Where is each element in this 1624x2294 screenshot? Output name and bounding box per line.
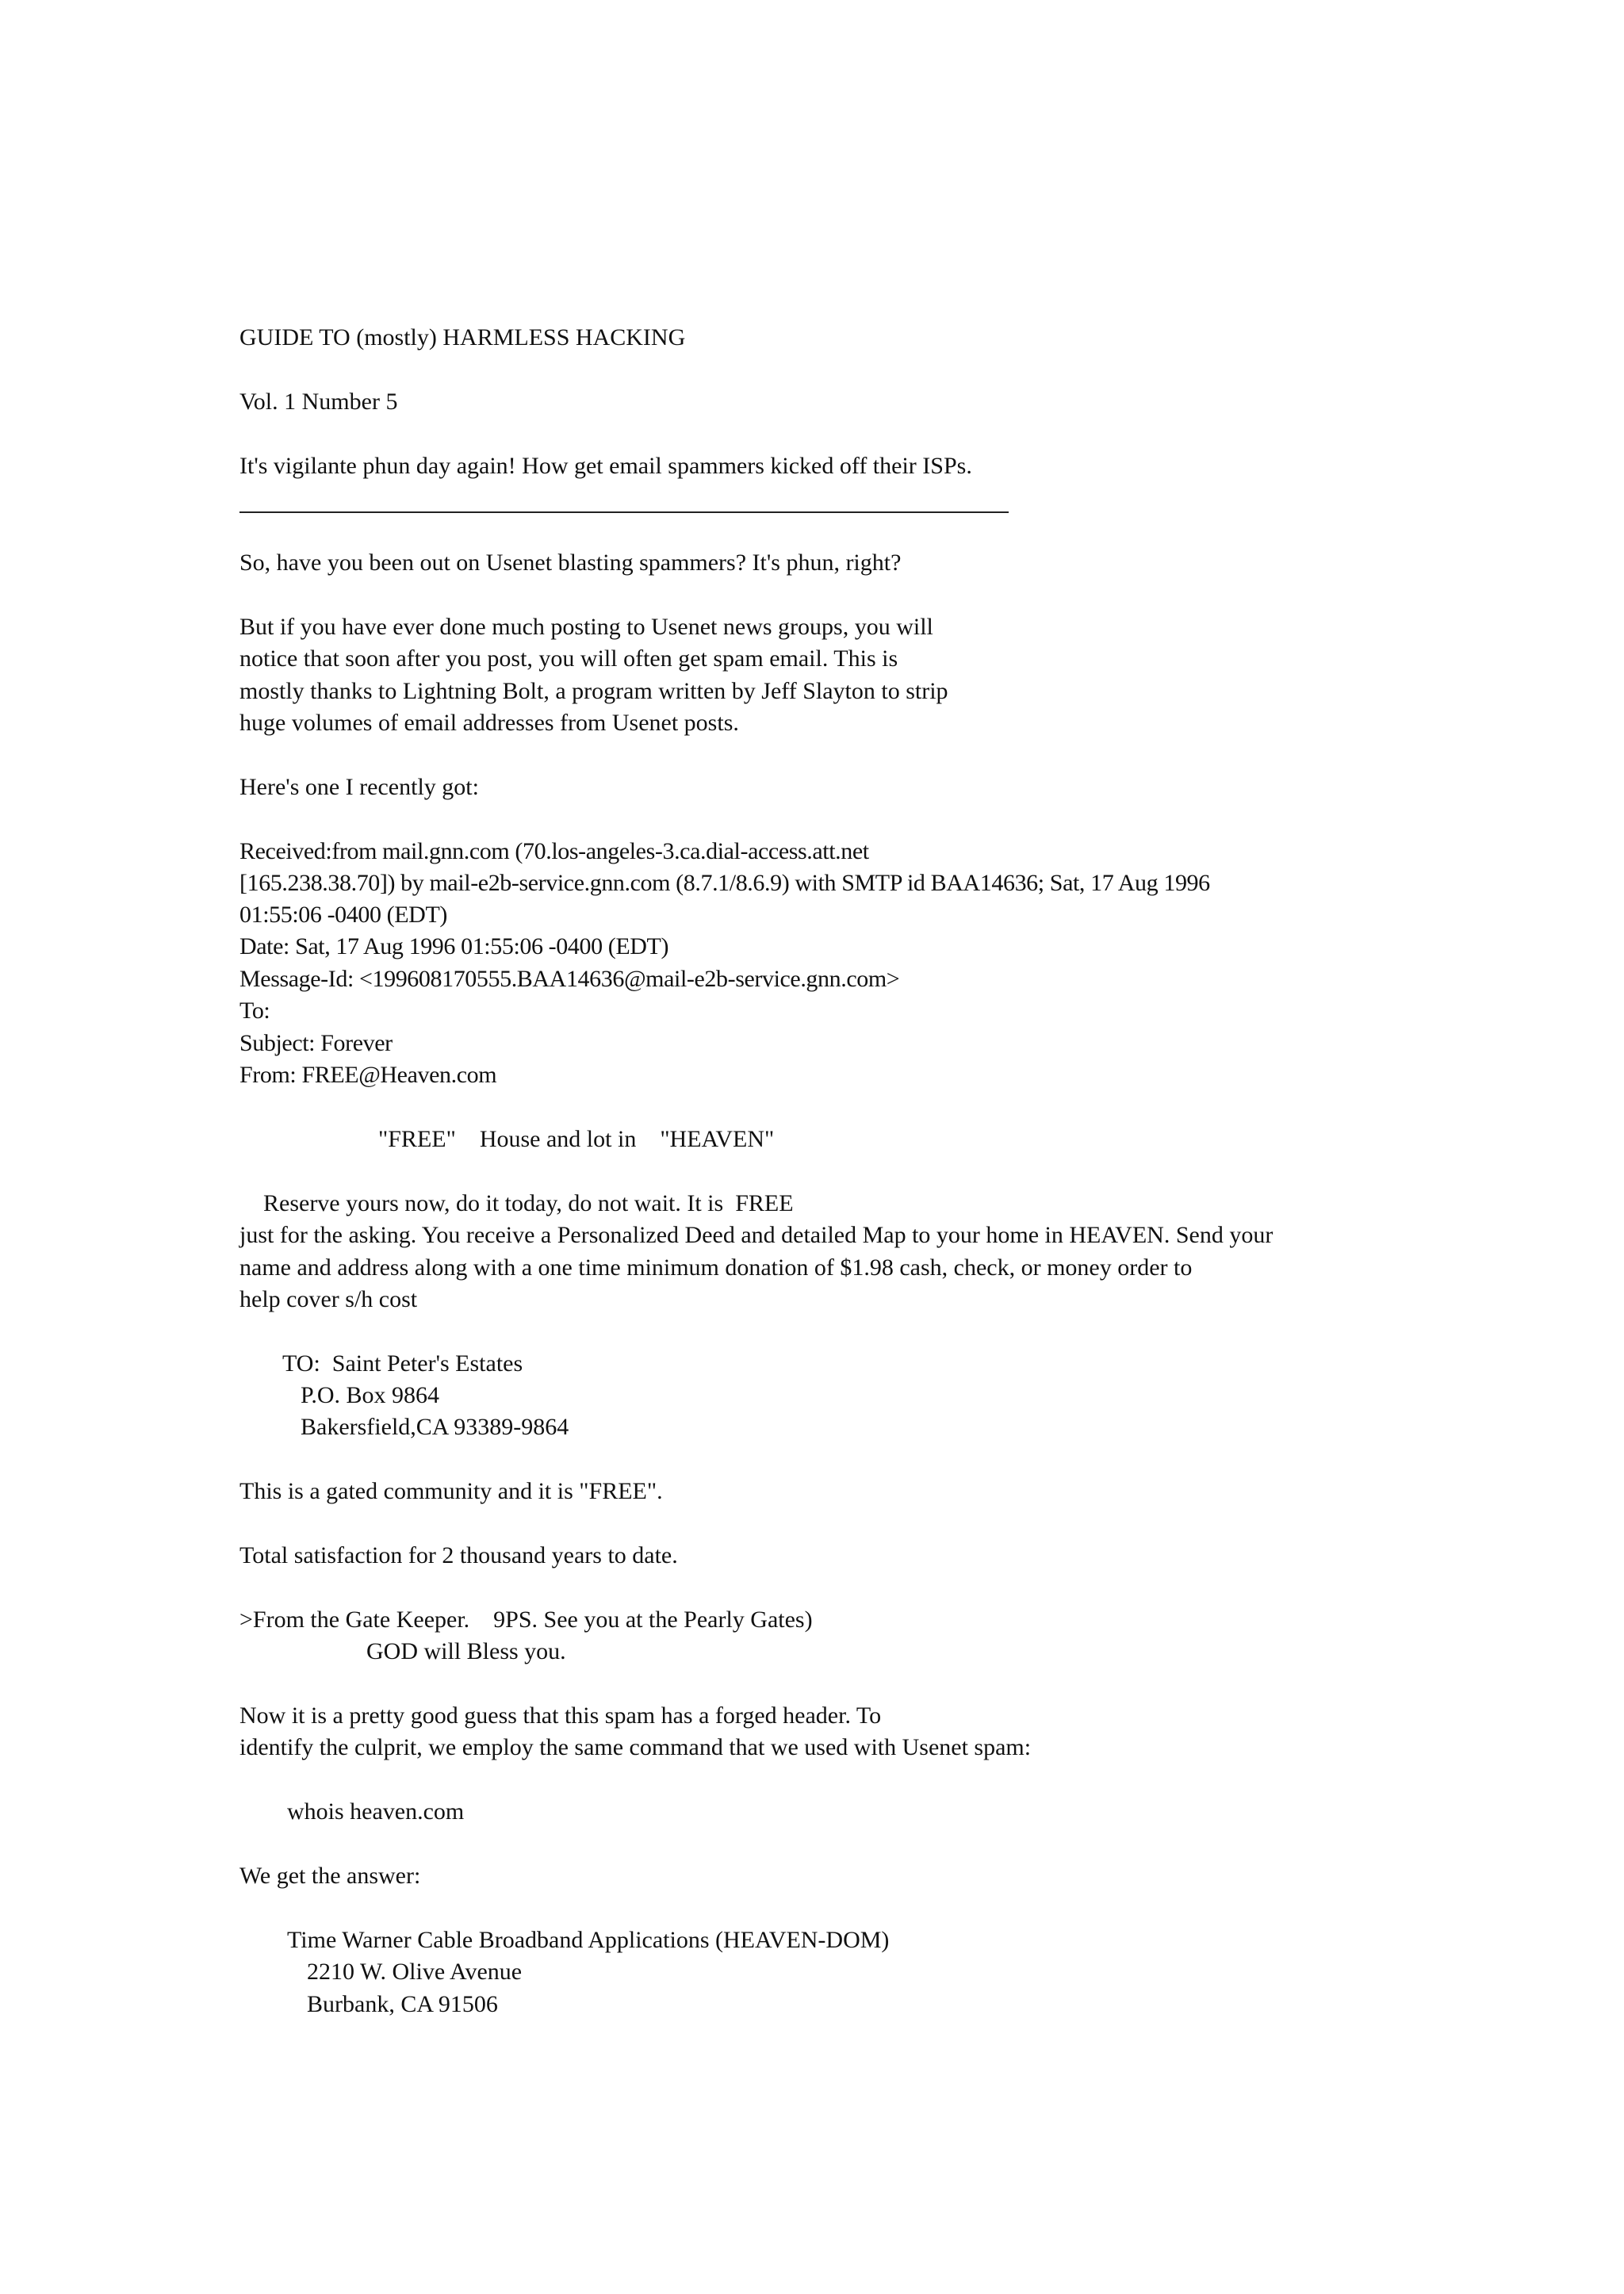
spam-body-line: name and address along with a one time minimum donation of $1.98 cash, check, or money order to	[239, 1254, 1193, 1281]
whois-command: whois heaven.com	[287, 1798, 465, 1825]
paragraph-line: Now it is a pretty good guess that this spam has a forged header. To	[239, 1702, 882, 1729]
paragraph-line: But if you have ever done much posting to Usenet news groups, you will	[239, 614, 933, 640]
paragraph-line: notice that soon after you post, you will often get spam email. This is	[239, 645, 898, 672]
paragraph-line: identify the culprit, we employ the same command that we used with Usenet spam:	[239, 1734, 1032, 1760]
intro-text: So, have you been out on Usenet blasting spammers? It's phun, right?	[239, 550, 902, 576]
answer-intro: We get the answer:	[239, 1863, 421, 1889]
section-divider	[239, 511, 1009, 513]
spam-address-line: Bakersfield,CA 93389-9864	[301, 1414, 569, 1440]
email-header-line: Message-Id: <199608170555.BAA14636@mail-e2b-service.gnn.com>	[239, 966, 900, 992]
volume-number: Vol. 1 Number 5	[239, 389, 398, 415]
whois-result-line: 2210 W. Olive Avenue	[307, 1959, 523, 1985]
spam-satisfaction-text: Total satisfaction for 2 thousand years to date.	[239, 1542, 678, 1568]
document-title: GUIDE TO (mostly) HARMLESS HACKING	[239, 324, 686, 350]
email-header-line: Date: Sat, 17 Aug 1996 01:55:06 -0400 (EDT)	[239, 933, 669, 959]
spam-gated-text: This is a gated community and it is "FREE".	[239, 1478, 663, 1504]
spam-headline: "FREE" House and lot in "HEAVEN"	[378, 1126, 775, 1152]
spam-signoff-line: GOD will Bless you.	[366, 1638, 566, 1664]
whois-result-line: Burbank, CA 91506	[307, 1991, 498, 2017]
spam-body-line: help cover s/h cost	[239, 1286, 418, 1312]
email-header-line: Received:from mail.gnn.com (70.los-angeles-3.ca.dial-access.att.net	[239, 838, 869, 864]
email-header-line: From: FREE@Heaven.com	[239, 1062, 497, 1088]
email-header-line: To:	[239, 998, 270, 1024]
spam-address-line: P.O. Box 9864	[301, 1382, 440, 1408]
email-header-line: Subject: Forever	[239, 1030, 393, 1056]
spam-body-line: Reserve yours now, do it today, do not wait. It is FREE	[239, 1190, 794, 1216]
document-subtitle: It's vigilante phun day again! How get email spammers kicked off their ISPs.	[239, 453, 972, 479]
email-header-line: [165.238.38.70]) by mail-e2b-service.gnn.com (8.7.1/8.6.9) with SMTP id BAA14636; Sat, 17 Aug 1996	[239, 870, 1210, 896]
example-intro: Here's one I recently got:	[239, 774, 479, 800]
paragraph-line: huge volumes of email addresses from Usenet posts.	[239, 710, 739, 736]
spam-address-line: TO: Saint Peter's Estates	[282, 1350, 523, 1377]
email-header-line: 01:55:06 -0400 (EDT)	[239, 902, 447, 928]
paragraph-line: mostly thanks to Lightning Bolt, a program written by Jeff Slayton to strip	[239, 678, 948, 704]
whois-result-line: Time Warner Cable Broadband Applications (HEAVEN-DOM)	[287, 1927, 890, 1953]
spam-signoff-line: >From the Gate Keeper. 9PS. See you at the Pearly Gates)	[239, 1607, 813, 1633]
spam-body-line: just for the asking. You receive a Personalized Deed and detailed Map to your home in HEAVEN. Send your	[239, 1222, 1274, 1248]
